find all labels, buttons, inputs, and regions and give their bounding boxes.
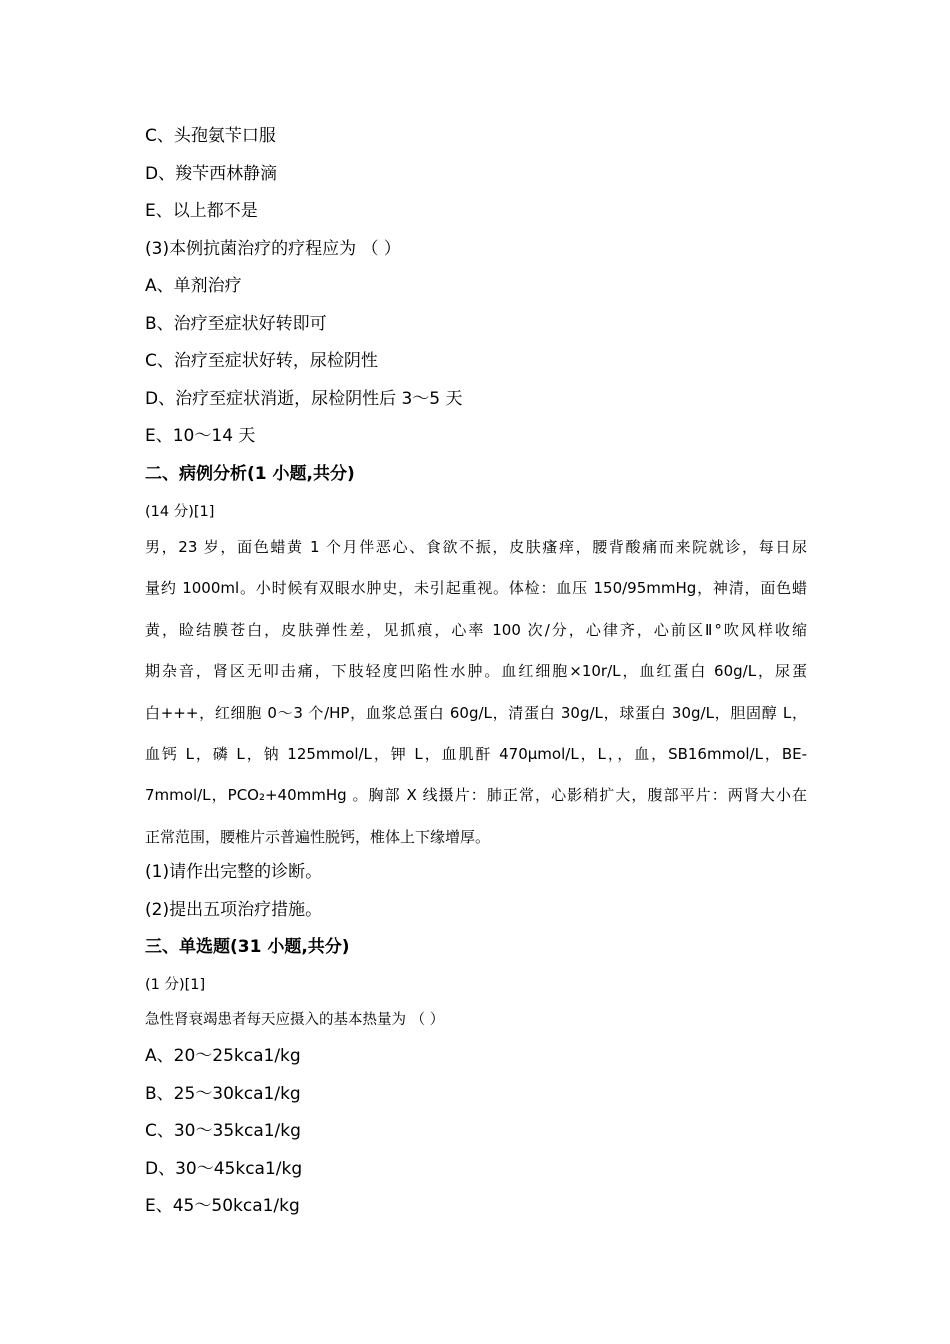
case-description bbox=[145, 527, 807, 858]
case-line: 黄，睑结膜苍白，皮肤弹性差，见抓痕，心率 100 次/分，心律齐，心前区Ⅱ°吹风样收缩 bbox=[145, 620, 807, 639]
section-3-stem: 急性肾衰竭患者每天应摄入的基本热量为 （ ） bbox=[145, 1012, 445, 1028]
option-d-prev: D、羧苄西林静滴 bbox=[145, 164, 278, 184]
q3-option-e: E、10～14 天 bbox=[145, 426, 256, 446]
section-3-score: (1 分)[1] bbox=[145, 977, 206, 993]
s3-option-e: E、45～50kca1/kg bbox=[145, 1196, 300, 1216]
q3-option-b: B、治疗至症状好转即可 bbox=[145, 314, 327, 334]
s3-option-a: A、20～25kca1/kg bbox=[145, 1046, 301, 1066]
case-line: 正常范围，腰椎片示普遍性脱钙，椎体上下缘增厚。 bbox=[145, 827, 491, 846]
question-3-stem: (3)本例抗菌治疗的疗程应为 （ ） bbox=[145, 239, 401, 259]
section-2-heading: 二、病例分析(1 小题,共分) bbox=[145, 464, 355, 484]
case-line: 男，23 岁，面色蜡黄 1 个月伴恶心、食欲不振，皮肤瘙痒，腰背酸痛而来院就诊，每日尿 bbox=[145, 538, 807, 556]
s3-option-b: B、25～30kca1/kg bbox=[145, 1084, 301, 1104]
q3-option-d: D、治疗至症状消逝，尿检阴性后 3～5 天 bbox=[145, 389, 463, 409]
section-3-heading: 三、单选题(31 小题,共分) bbox=[145, 937, 350, 957]
case-question-1: (1)请作出完整的诊断。 bbox=[145, 862, 323, 882]
case-line: 期杂音，肾区无叩击痛，下肢轻度凹陷性水肿。血红细胞×10r/L，血红蛋白 60g/L，尿蛋 bbox=[145, 662, 807, 681]
case-line: 7mmol/L，PCO₂+40mmHg 。胸部 X 线摄片：肺正常，心影稍扩大，腹部平片：两肾大小在 bbox=[145, 786, 807, 805]
case-question-2: (2)提出五项治疗措施。 bbox=[145, 900, 323, 920]
case-line: 量约 1000ml。小时候有双眼水肿史，未引起重视。体检：血压 150/95mmHg，神清，面色蜡 bbox=[145, 579, 807, 598]
section-2-score: (14 分)[1] bbox=[145, 504, 215, 520]
s3-option-c: C、30～35kca1/kg bbox=[145, 1121, 301, 1141]
case-line: 白+++，红细胞 0～3 个/HP，血浆总蛋白 60g/L，清蛋白 30g/L，球蛋白 30g/L，胆固醇 L， bbox=[145, 703, 807, 722]
s3-option-d: D、30～45kca1/kg bbox=[145, 1159, 303, 1179]
q3-option-a: A、单剂治疗 bbox=[145, 276, 242, 296]
q3-option-c: C、治疗至症状好转，尿检阴性 bbox=[145, 351, 378, 371]
case-line: 血钙 L，磷 L，钠 125mmol/L，钾 L，血肌酐 470μmol/L，L，，血，SB16mmol/L，BE- bbox=[145, 745, 807, 764]
option-c-prev: C、头孢氨苄口服 bbox=[145, 126, 276, 146]
option-e-prev: E、以上都不是 bbox=[145, 201, 258, 221]
